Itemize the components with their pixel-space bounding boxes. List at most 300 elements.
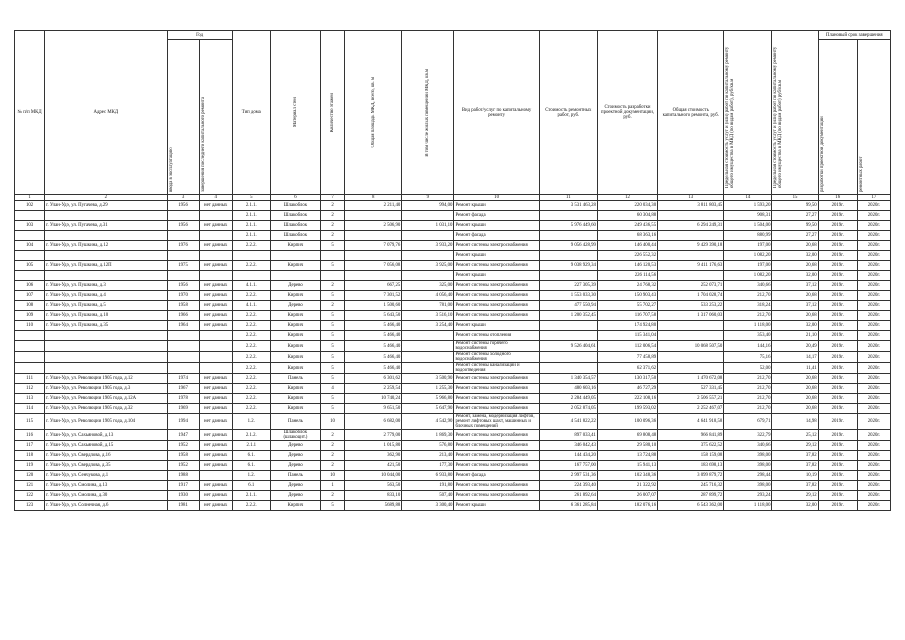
column-number: 11: [539, 195, 597, 201]
row-limit-cost-2: 21,10: [772, 331, 818, 341]
table-row: [15, 384, 891, 394]
row-total-cost: 287 899,72: [658, 491, 724, 501]
row-total-cost: 6 294 249,31: [658, 221, 724, 231]
row-floors: 5: [321, 363, 345, 374]
row-limit-cost-2: 20,68: [772, 241, 818, 251]
row-floors: 5: [321, 241, 345, 251]
row-total-area: 2 779,00: [345, 430, 402, 441]
row-num: [15, 251, 45, 261]
row-design-cost: 182 076,16: [597, 501, 657, 511]
row-total-cost: 3 099 879,72: [658, 471, 724, 481]
header-limit-cost-2: Предельная стоимость услуг и (или) работ по капитальному ремонту общего имущества в МКД (по видам работ) руб/кв.м: [772, 31, 818, 195]
row-residential-area: [402, 231, 454, 241]
table-row: [15, 261, 891, 271]
row-limit-cost-2: 37,82: [772, 451, 818, 461]
table-row: [15, 363, 891, 374]
row-term-design: 2019г.: [818, 441, 857, 451]
row-total-cost: 6 543 362,00: [658, 501, 724, 511]
row-repair-cost: 144 434,20: [539, 451, 597, 461]
row-year-commission: 1958: [167, 451, 199, 461]
row-year-commission: 1970: [167, 291, 199, 301]
row-year-last-repair: нет данных: [199, 221, 232, 231]
row-house-type: 2.1.1: [232, 441, 270, 451]
table-row: [15, 404, 891, 414]
row-total-cost: 2 252 467,07: [658, 404, 724, 414]
row-year-last-repair: нет данных: [199, 241, 232, 251]
row-term-design: 2019г.: [818, 404, 857, 414]
row-wall-material: Дерево: [270, 461, 320, 471]
row-year-last-repair: [199, 471, 232, 481]
row-term-repair: 2020г.: [857, 251, 890, 261]
row-year-commission: [167, 341, 199, 352]
row-limit-cost-2: 14,98: [772, 414, 818, 430]
row-repair-cost: 5 976 449,60: [539, 221, 597, 231]
row-residential-area: 3 925,00: [402, 261, 454, 271]
row-repair-cost: 227 305,39: [539, 281, 597, 291]
row-limit-cost-1: 398,00: [724, 481, 772, 491]
table-row: [15, 221, 891, 231]
row-house-type: 2.2.2.: [232, 261, 270, 271]
row-term-design: 2019г.: [818, 341, 857, 352]
row-floors: 5: [321, 321, 345, 331]
row-limit-cost-2: 37,12: [772, 281, 818, 291]
row-year-commission: [167, 271, 199, 281]
row-work-type: Ремонт фасада: [454, 211, 539, 221]
row-floors: 5: [321, 291, 345, 301]
row-limit-cost-1: 1 082,20: [724, 251, 772, 261]
row-residential-area: [402, 211, 454, 221]
row-work-type: Ремонт системы электроснабжения: [454, 404, 539, 414]
table-row: [15, 201, 891, 211]
row-address: [45, 352, 167, 363]
row-year-commission: [167, 331, 199, 341]
row-term-repair: 2020г.: [857, 430, 890, 441]
row-wall-material: Кирпич: [270, 331, 320, 341]
row-num: 104: [15, 241, 45, 251]
row-year-last-repair: [199, 331, 232, 341]
row-house-type: 2.1.1.: [232, 231, 270, 241]
row-design-cost: 13 724,88: [597, 451, 657, 461]
row-design-cost: 29 580,10: [597, 441, 657, 451]
table-row: [15, 231, 891, 241]
row-limit-cost-2: 10,19: [772, 471, 818, 481]
row-repair-cost: 1 200 352,45: [539, 311, 597, 321]
column-number: 9: [402, 195, 454, 201]
row-wall-material: Кирпич: [270, 384, 320, 394]
row-residential-area: 3 500,90: [402, 374, 454, 384]
row-residential-area: [402, 341, 454, 352]
row-term-repair: 2020г.: [857, 501, 890, 511]
header-year-last-repair: завершения последнего капитального ремонта: [199, 40, 232, 195]
row-house-type: 6.1.: [232, 451, 270, 461]
column-number: 6: [270, 195, 320, 201]
row-design-cost: 226 552,32: [597, 251, 657, 261]
row-term-design: 2019г.: [818, 251, 857, 261]
row-repair-cost: 9 056 428,99: [539, 241, 597, 251]
row-repair-cost: 6 361 285,84: [539, 501, 597, 511]
row-num: [15, 231, 45, 241]
row-design-cost: 150 903,43: [597, 291, 657, 301]
table-row: [15, 331, 891, 341]
row-year-last-repair: нет данных: [199, 481, 232, 491]
table-row: [15, 281, 891, 291]
row-address: г. Улан-Удэ, ул. Пушкина, д.5: [45, 301, 167, 311]
row-floors: 2: [321, 441, 345, 451]
row-wall-material: Панель: [270, 374, 320, 384]
row-term-design: 2019г.: [818, 481, 857, 491]
row-house-type: [232, 271, 270, 281]
column-number: 2: [45, 195, 167, 201]
table-row: [15, 451, 891, 461]
row-total-area: [345, 211, 402, 221]
row-limit-cost-2: 20,68: [772, 261, 818, 271]
row-year-commission: 1952: [167, 441, 199, 451]
row-wall-material: Панель: [270, 471, 320, 481]
row-year-last-repair: нет данных: [199, 461, 232, 471]
row-term-design: 2019г.: [818, 271, 857, 281]
column-number: 17: [857, 195, 890, 201]
row-term-repair: 2020г.: [857, 241, 890, 251]
row-limit-cost-2: 32,00: [772, 501, 818, 511]
row-house-type: 2.2.2.: [232, 331, 270, 341]
column-number: 10: [454, 195, 539, 201]
row-work-type: Ремонт крыши: [454, 321, 539, 331]
row-address: г. Улан-Удэ, ул. Свердлова, д.16: [45, 451, 167, 461]
row-design-cost: 130 317,50: [597, 374, 657, 384]
row-house-type: 2.2.2.: [232, 374, 270, 384]
row-total-area: 2 259,54: [345, 384, 402, 394]
row-limit-cost-1: 679,71: [724, 414, 772, 430]
repair-plan-table: [14, 30, 891, 511]
row-year-last-repair: [199, 352, 232, 363]
row-address: г. Улан-Удэ, ул. Сенчукова, д.1: [45, 471, 167, 481]
row-address: г. Улан-Удэ, ул. Пушкина, д.3: [45, 281, 167, 291]
row-limit-cost-2: 37,82: [772, 461, 818, 471]
row-work-type: Ремонт системы электроснабжения: [454, 384, 539, 394]
row-term-design: 2019г.: [818, 301, 857, 311]
row-work-type: Ремонт крыши: [454, 271, 539, 281]
row-residential-area: 5 966,80: [402, 394, 454, 404]
row-year-last-repair: [199, 211, 232, 221]
row-address: [45, 231, 167, 241]
row-design-cost: 102 348,36: [597, 471, 657, 481]
table-row: [15, 394, 891, 404]
row-term-repair: 2020г.: [857, 281, 890, 291]
row-term-repair: 2020г.: [857, 414, 890, 430]
row-design-cost: 146 400,44: [597, 241, 657, 251]
row-repair-cost: 1 553 033,30: [539, 291, 597, 301]
row-work-type: Ремонт системы электроснабжения: [454, 311, 539, 321]
row-floors: 2: [321, 491, 345, 501]
row-house-type: 2.1.1.: [232, 211, 270, 221]
column-number: 8: [345, 195, 402, 201]
row-total-area: 7 301,52: [345, 291, 402, 301]
table-row: [15, 374, 891, 384]
row-year-commission: 1956: [167, 221, 199, 231]
row-total-cost: 4 641 918,58: [658, 414, 724, 430]
row-year-last-repair: [199, 251, 232, 261]
row-total-cost: [658, 271, 724, 281]
row-work-type: Ремонт системы электроснабжения: [454, 491, 539, 501]
row-total-cost: 375 622,52: [658, 441, 724, 451]
row-total-area: 362,90: [345, 451, 402, 461]
row-address: [45, 211, 167, 221]
row-num: [15, 331, 45, 341]
row-limit-cost-2: 37,12: [772, 301, 818, 311]
column-number: 5: [232, 195, 270, 201]
row-term-design: 2019г.: [818, 241, 857, 251]
row-total-cost: 1 470 672,08: [658, 374, 724, 384]
row-limit-cost-2: 29,12: [772, 441, 818, 451]
row-limit-cost-2: 20,68: [772, 374, 818, 384]
row-work-type: Ремонт системы канализации и водоотведения: [454, 363, 539, 374]
row-wall-material: Шлакоблок: [270, 211, 320, 221]
row-residential-area: 4 542,90: [402, 414, 454, 430]
row-limit-cost-1: 1 504,00: [724, 221, 772, 231]
row-address: г. Улан-Удэ, ул. Пушкина, д.4: [45, 291, 167, 301]
row-wall-material: Дерево: [270, 441, 320, 451]
row-house-type: 2.2.2.: [232, 241, 270, 251]
row-residential-area: 994,00: [402, 201, 454, 211]
row-address: г. Улан-Удэ, ул. Смолина, д.30: [45, 491, 167, 501]
row-address: г. Улан-Удэ, ул. Смолина, д.13: [45, 481, 167, 491]
table-row: [15, 301, 891, 311]
row-work-type: Ремонт системы горячего водоснабжения: [454, 341, 539, 352]
row-residential-area: 3 933,20: [402, 241, 454, 251]
row-limit-cost-1: 318,24: [724, 301, 772, 311]
row-term-repair: 2020г.: [857, 363, 890, 374]
row-repair-cost: 9 526 404,61: [539, 341, 597, 352]
row-floors: 2: [321, 221, 345, 231]
row-total-cost: [658, 321, 724, 331]
row-term-design: 2019г.: [818, 451, 857, 461]
header-limit-cost-1: Предельная стоимость услуг и (или) работ по капитальному ремонту общего имущества в МКД (по видам работ), руб/кв.м: [724, 31, 772, 195]
row-repair-cost: [539, 231, 597, 241]
row-wall-material: Дерево: [270, 451, 320, 461]
row-num: 107: [15, 291, 45, 301]
row-total-cost: 3 811 803,45: [658, 201, 724, 211]
row-year-commission: 1952: [167, 461, 199, 471]
row-total-cost: 252 073,71: [658, 281, 724, 291]
row-num: 117: [15, 441, 45, 451]
row-term-repair: 2020г.: [857, 291, 890, 301]
table-row: [15, 461, 891, 471]
row-total-area: 5 466,40: [345, 341, 402, 352]
row-limit-cost-2: 20,68: [772, 404, 818, 414]
row-year-commission: [167, 231, 199, 241]
row-wall-material: Кирпич: [270, 291, 320, 301]
row-term-repair: 2020г.: [857, 221, 890, 231]
header-floors: Количество этажей: [321, 31, 345, 195]
row-term-design: 2019г.: [818, 414, 857, 430]
row-num: 102: [15, 201, 45, 211]
header-address: Адрес МКД: [45, 31, 167, 195]
row-design-cost: 46 727,29: [597, 384, 657, 394]
row-wall-material: Кирпич: [270, 363, 320, 374]
row-house-type: 2.2.2.: [232, 363, 270, 374]
row-repair-cost: 477 550,94: [539, 301, 597, 311]
row-limit-cost-1: 212,70: [724, 404, 772, 414]
row-wall-material: Дерево: [270, 301, 320, 311]
row-term-design: 2019г.: [818, 374, 857, 384]
row-year-commission: 1956: [167, 201, 199, 211]
row-num: 103: [15, 221, 45, 231]
row-house-type: 2.2.2.: [232, 404, 270, 414]
row-floors: 5: [321, 331, 345, 341]
column-number: 16: [818, 195, 857, 201]
row-work-type: Ремонт системы холодного водоснабжения: [454, 352, 539, 363]
row-design-cost: 174 924,80: [597, 321, 657, 331]
row-term-repair: 2020г.: [857, 384, 890, 394]
row-address: г. Улан-Удэ, ул. Революции 1905 года, д.12А: [45, 394, 167, 404]
row-term-design: 2019г.: [818, 352, 857, 363]
column-number: 1: [15, 195, 45, 201]
row-limit-cost-2: 32,00: [772, 271, 818, 281]
row-repair-cost: 480 603,16: [539, 384, 597, 394]
row-term-repair: 2020г.: [857, 261, 890, 271]
row-limit-cost-2: 99,50: [772, 201, 818, 211]
row-term-design: 2019г.: [818, 201, 857, 211]
row-total-area: 2 506,90: [345, 221, 402, 231]
row-design-cost: 220 034,30: [597, 201, 657, 211]
row-limit-cost-2: 20,68: [772, 311, 818, 321]
row-floors: 5: [321, 261, 345, 271]
row-limit-cost-1: 212,70: [724, 374, 772, 384]
row-repair-cost: 2 052 874,05: [539, 404, 597, 414]
row-total-area: [345, 251, 402, 261]
row-limit-cost-2: 20,68: [772, 394, 818, 404]
row-num: 109: [15, 311, 45, 321]
row-term-design: 2019г.: [818, 461, 857, 471]
row-floors: 5: [321, 374, 345, 384]
row-residential-area: 3 254,40: [402, 321, 454, 331]
row-term-repair: 2020г.: [857, 394, 890, 404]
row-repair-cost: [539, 352, 597, 363]
row-year-commission: 1964: [167, 321, 199, 331]
row-repair-cost: 2 284 449,05: [539, 394, 597, 404]
column-number: 14: [724, 195, 772, 201]
row-total-cost: 245 716,32: [658, 481, 724, 491]
row-term-repair: 2020г.: [857, 461, 890, 471]
row-wall-material: Кирпич: [270, 241, 320, 251]
row-limit-cost-1: 908,31: [724, 211, 772, 221]
row-total-area: 5 643,50: [345, 311, 402, 321]
row-year-last-repair: нет данных: [199, 374, 232, 384]
row-address: [45, 251, 167, 261]
header-planned-term: Плановый срок завершения: [818, 31, 890, 40]
row-address: г. Улан-Удэ, ул. Сахьяновой, д.13: [45, 430, 167, 441]
row-year-last-repair: нет данных: [199, 321, 232, 331]
row-residential-area: 3 300,40: [402, 501, 454, 511]
table-row: [15, 414, 891, 430]
row-year-commission: [167, 211, 199, 221]
table-body: [15, 201, 891, 511]
row-residential-area: [402, 331, 454, 341]
row-year-last-repair: нет данных: [199, 311, 232, 321]
row-term-design: 2019г.: [818, 331, 857, 341]
row-num: 110: [15, 321, 45, 331]
row-limit-cost-1: 197,00: [724, 261, 772, 271]
row-residential-area: [402, 271, 454, 281]
row-work-type: Ремонт системы электроснабжения: [454, 441, 539, 451]
row-work-type: Ремонт системы электроснабжения: [454, 241, 539, 251]
row-year-commission: 1930: [167, 491, 199, 501]
row-address: г. Улан-Удэ, ул. Свердлова, д.35: [45, 461, 167, 471]
row-term-repair: 2020г.: [857, 271, 890, 281]
row-work-type: Ремонт крыши: [454, 251, 539, 261]
row-address: [45, 331, 167, 341]
row-num: 115: [15, 414, 45, 430]
table-row: [15, 211, 891, 221]
row-limit-cost-1: 212,70: [724, 291, 772, 301]
row-house-type: 2.2.2.: [232, 384, 270, 394]
row-year-commission: 1981: [167, 501, 199, 511]
row-floors: 2: [321, 430, 345, 441]
table-row: [15, 430, 891, 441]
row-limit-cost-2: 99,50: [772, 221, 818, 231]
row-floors: 4: [321, 384, 345, 394]
row-wall-material: Шлакоблок: [270, 221, 320, 231]
row-house-type: 2.2.2.: [232, 501, 270, 511]
row-repair-cost: 224 393,40: [539, 481, 597, 491]
row-limit-cost-1: 322,79: [724, 430, 772, 441]
row-total-area: 563,50: [345, 481, 402, 491]
row-total-area: 1 015,80: [345, 441, 402, 451]
row-house-type: 1.2.: [232, 471, 270, 481]
row-repair-cost: 167 757,00: [539, 461, 597, 471]
row-year-commission: 1988: [167, 471, 199, 481]
row-floors: 5: [321, 341, 345, 352]
row-year-commission: 1917: [167, 481, 199, 491]
row-address: г. Улан-Удэ, ул. Пугачева, д.29: [45, 201, 167, 211]
row-design-cost: 199 593,02: [597, 404, 657, 414]
table-row: [15, 341, 891, 352]
row-year-last-repair: нет данных: [199, 281, 232, 291]
row-repair-cost: [539, 271, 597, 281]
row-work-type: Ремонт крыши: [454, 201, 539, 211]
row-design-cost: 112 006,54: [597, 341, 657, 352]
row-house-type: 6.1: [232, 481, 270, 491]
row-repair-cost: [539, 321, 597, 331]
row-residential-area: 177,30: [402, 461, 454, 471]
row-num: [15, 271, 45, 281]
row-address: г. Улан-Удэ, ул. Пугачева, д.31: [45, 221, 167, 231]
row-limit-cost-1: 212,70: [724, 311, 772, 321]
row-floors: 5: [321, 352, 345, 363]
row-work-type: Ремонт системы электроснабжения: [454, 481, 539, 491]
row-num: 112: [15, 384, 45, 394]
row-term-design: 2019г.: [818, 384, 857, 394]
row-term-design: 2019г.: [818, 394, 857, 404]
row-address: [45, 363, 167, 374]
row-total-cost: [658, 331, 724, 341]
header-total-cost: Общая стоимость капитального ремонта, руб.: [658, 31, 724, 195]
row-floors: 2: [321, 211, 345, 221]
row-total-cost: 9 411 176,63: [658, 261, 724, 271]
row-design-cost: 69 808,48: [597, 430, 657, 441]
row-work-type: Ремонт системы электроснабжения: [454, 291, 539, 301]
row-limit-cost-2: 29,12: [772, 491, 818, 501]
row-house-type: 2.2.2.: [232, 352, 270, 363]
row-work-type: Ремонт, замена, модернизация лифтов, ремонт лифтовых шахт, машинных и блочных помещений: [454, 414, 539, 430]
row-term-design: 2019г.: [818, 471, 857, 481]
row-design-cost: 249 436,55: [597, 221, 657, 231]
row-wall-material: Кирпич: [270, 501, 320, 511]
row-limit-cost-1: 293,24: [724, 491, 772, 501]
row-work-type: Ремонт системы электроснабжения: [454, 374, 539, 384]
row-limit-cost-1: 1 118,00: [724, 501, 772, 511]
row-total-area: 5 466,40: [345, 363, 402, 374]
